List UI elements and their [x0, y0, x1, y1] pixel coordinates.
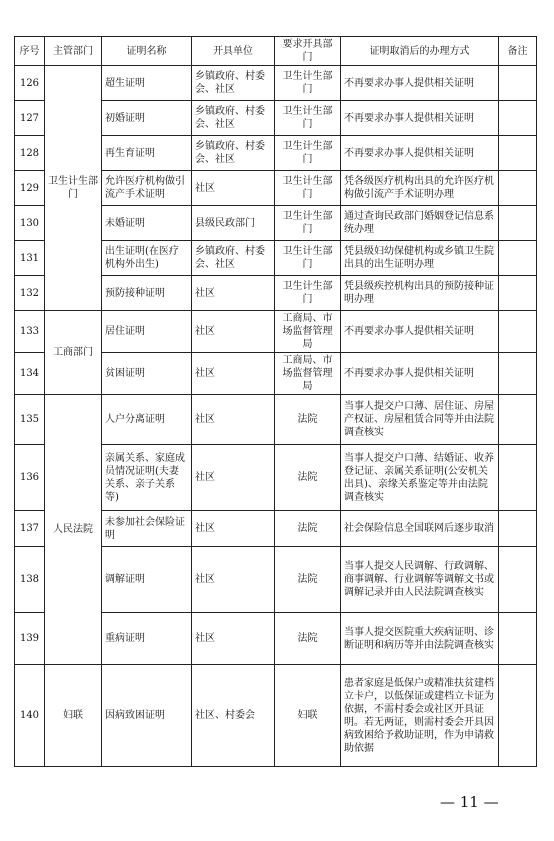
row-number: 138 [15, 547, 45, 613]
remark-cell [499, 395, 537, 445]
row-number: 134 [15, 353, 45, 395]
handling-method: 患者家庭是低保户或精准扶贫建档立卡户，以低保证或建档立卡证为依据，不需村委会或社区开具证明。若无两证，则需村委会开具因病致困给予救助证明，作为申请救助依据 [341, 665, 499, 767]
issuing-unit: 社区 [192, 511, 275, 547]
cert-name: 未参加社会保险证明 [102, 511, 192, 547]
table-row [15, 66, 537, 101]
table-row [15, 665, 537, 767]
handling-method: 不再要求办事人提供相关证明 [341, 66, 499, 101]
row-number: 130 [15, 206, 45, 241]
issuing-unit: 县级民政部门 [192, 206, 275, 241]
remark-cell [499, 206, 537, 241]
issuing-unit: 社区 [192, 353, 275, 395]
dept-cell: 妇联 [45, 665, 102, 767]
remark-cell [499, 241, 537, 276]
requesting-dept: 法院 [275, 395, 341, 445]
handling-method: 当事人提交户口薄、居住证、房屋产权证、房屋租赁合同等并由法院调查核实 [341, 395, 499, 445]
header-unit: 开具单位 [192, 37, 275, 66]
requesting-dept: 法院 [275, 547, 341, 613]
remark-cell [499, 101, 537, 136]
cert-name: 允许医疗机构做引流产手术证明 [102, 171, 192, 206]
header-way: 证明取消后的办理方式 [341, 37, 499, 66]
cert-name: 初婚证明 [102, 101, 192, 136]
requesting-dept: 工商局、市场监督管理局 [275, 311, 341, 353]
row-number: 135 [15, 395, 45, 445]
cert-name: 出生证明(在医疗机构外出生) [102, 241, 192, 276]
requesting-dept: 卫生计生部门 [275, 66, 341, 101]
issuing-unit: 社区 [192, 613, 275, 665]
cert-name: 因病致困证明 [102, 665, 192, 767]
requesting-dept: 法院 [275, 511, 341, 547]
remark-cell [499, 311, 537, 353]
remark-cell [499, 547, 537, 613]
issuing-unit: 社区、村委会 [192, 665, 275, 767]
row-number: 136 [15, 445, 45, 511]
cert-name: 未婚证明 [102, 206, 192, 241]
dept-cell: 卫生计生部门 [45, 66, 102, 311]
cert-name: 超生证明 [102, 66, 192, 101]
issuing-unit: 社区 [192, 171, 275, 206]
row-number: 127 [15, 101, 45, 136]
cert-name: 再生育证明 [102, 136, 192, 171]
issuing-unit: 乡镇政府、村委会、社区 [192, 101, 275, 136]
issuing-unit: 乡镇政府、村委会、社区 [192, 241, 275, 276]
header-remark: 备注 [499, 37, 537, 66]
handling-method: 不再要求办事人提供相关证明 [341, 353, 499, 395]
requesting-dept: 法院 [275, 613, 341, 665]
requesting-dept: 法院 [275, 445, 341, 511]
issuing-unit: 乡镇政府、村委会、社区 [192, 136, 275, 171]
header-dept: 主管部门 [45, 37, 102, 66]
header-no: 序号 [15, 37, 45, 66]
cert-name: 人户分离证明 [102, 395, 192, 445]
remark-cell [499, 276, 537, 311]
remark-cell [499, 665, 537, 767]
cert-name: 预防接种证明 [102, 276, 192, 311]
row-number: 133 [15, 311, 45, 353]
handling-method: 不再要求办事人提供相关证明 [341, 101, 499, 136]
requesting-dept: 卫生计生部门 [275, 101, 341, 136]
handling-method: 不再要求办事人提供相关证明 [341, 136, 499, 171]
header-req: 要求开具部门 [275, 37, 341, 66]
page-number: — 11 — [440, 793, 499, 811]
remark-cell [499, 353, 537, 395]
handling-method: 当事人提交人民调解、行政调解、商事调解、行业调解等调解文书或调解记录并由人民法院调查核实 [341, 547, 499, 613]
certificate-table [14, 36, 537, 767]
handling-method: 当事人提交医院重大疾病证明、诊断证明和病历等并由法院调查核实 [341, 613, 499, 665]
handling-method: 通过查询民政部门婚姻登记信息系统办理 [341, 206, 499, 241]
requesting-dept: 工商局、市场监督管理局 [275, 353, 341, 395]
requesting-dept: 卫生计生部门 [275, 136, 341, 171]
issuing-unit: 社区 [192, 276, 275, 311]
cert-name: 居住证明 [102, 311, 192, 353]
table-row [15, 395, 537, 445]
requesting-dept: 卫生计生部门 [275, 206, 341, 241]
handling-method: 凭县级妇幼保健机构或乡镇卫生院出具的出生证明办理 [341, 241, 499, 276]
requesting-dept: 卫生计生部门 [275, 276, 341, 311]
requesting-dept: 卫生计生部门 [275, 171, 341, 206]
remark-cell [499, 445, 537, 511]
requesting-dept: 妇联 [275, 665, 341, 767]
row-number: 137 [15, 511, 45, 547]
issuing-unit: 社区 [192, 395, 275, 445]
row-number: 140 [15, 665, 45, 767]
remark-cell [499, 171, 537, 206]
issuing-unit: 乡镇政府、村委会、社区 [192, 66, 275, 101]
row-number: 131 [15, 241, 45, 276]
requesting-dept: 卫生计生部门 [275, 241, 341, 276]
table-header-row [15, 37, 537, 66]
issuing-unit: 社区 [192, 445, 275, 511]
row-number: 128 [15, 136, 45, 171]
handling-method: 不再要求办事人提供相关证明 [341, 311, 499, 353]
table-row [15, 311, 537, 353]
row-number: 129 [15, 171, 45, 206]
issuing-unit: 社区 [192, 547, 275, 613]
remark-cell [499, 613, 537, 665]
cert-name: 亲属关系、家庭成员情况证明(夫妻关系、亲子关系等) [102, 445, 192, 511]
dept-cell: 工商部门 [45, 311, 102, 395]
remark-cell [499, 511, 537, 547]
remark-cell [499, 136, 537, 171]
handling-method: 社会保险信息全国联网后逐步取消 [341, 511, 499, 547]
cert-name: 调解证明 [102, 547, 192, 613]
row-number: 132 [15, 276, 45, 311]
row-number: 126 [15, 66, 45, 101]
cert-name: 重病证明 [102, 613, 192, 665]
issuing-unit: 社区 [192, 311, 275, 353]
remark-cell [499, 66, 537, 101]
handling-method: 当事人提交户口薄、结婚证、收养登记证、亲属关系证明(公安机关出具)、亲缘关系鉴定等并由法院调查核实 [341, 445, 499, 511]
cert-name: 贫困证明 [102, 353, 192, 395]
row-number: 139 [15, 613, 45, 665]
handling-method: 凭各级医疗机构出具的允许医疗机构做引流产手术证明办理 [341, 171, 499, 206]
header-name: 证明名称 [102, 37, 192, 66]
dept-cell: 人民法院 [45, 395, 102, 665]
handling-method: 凭县级疾控机构出具的预防接种证明办理 [341, 276, 499, 311]
